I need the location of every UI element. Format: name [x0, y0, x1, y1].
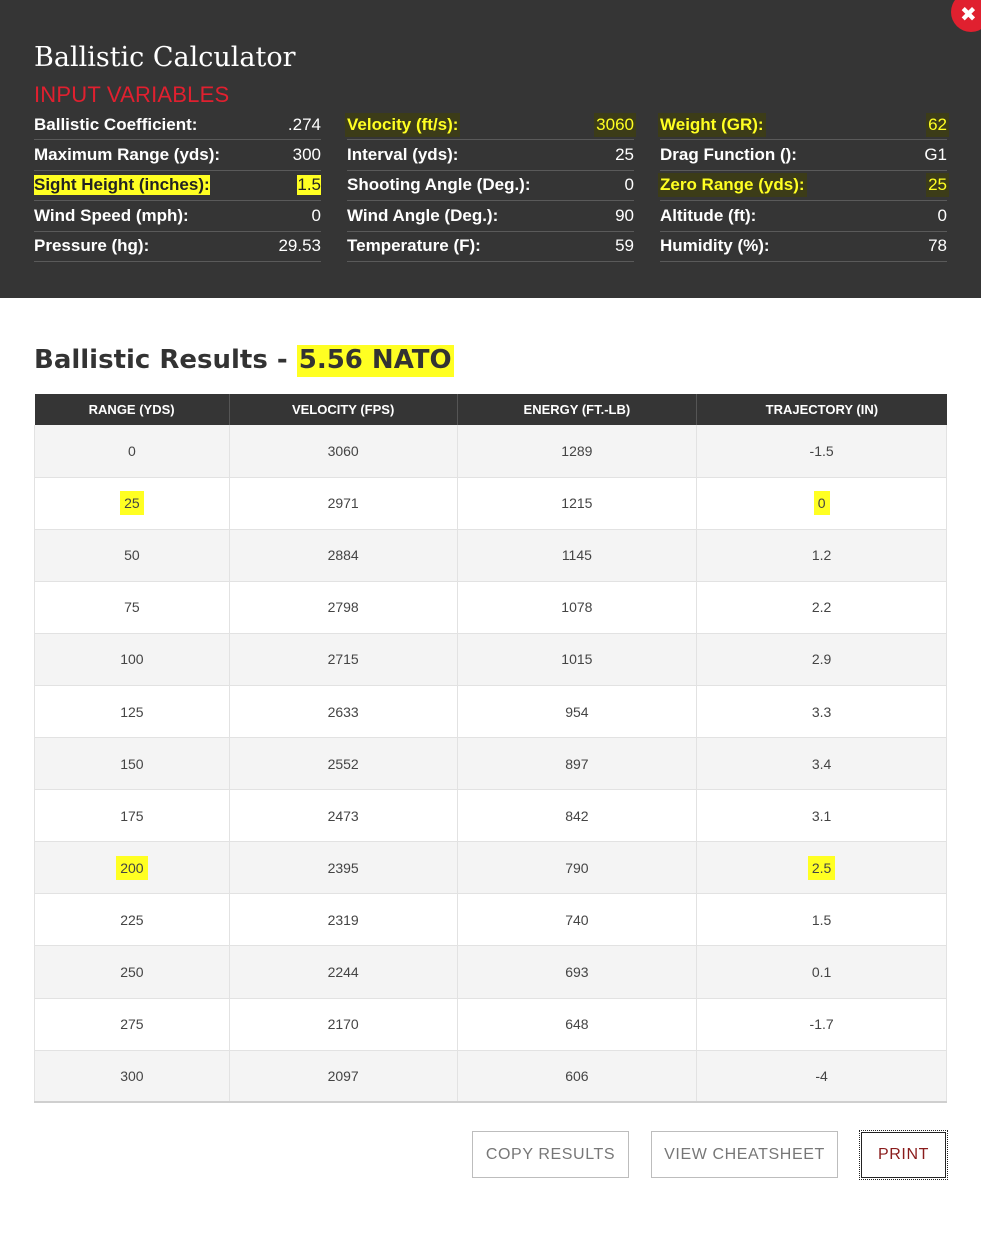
- table-cell: [457, 998, 697, 1050]
- cell-value: 2.5: [808, 856, 835, 880]
- input-row-drag-function: [660, 140, 947, 170]
- table-row: [35, 790, 947, 842]
- table-cell: [457, 633, 697, 685]
- table-row: [35, 894, 947, 946]
- results-caliber: 5.56 NATO: [298, 345, 452, 375]
- cell-value: 1.5: [811, 911, 832, 928]
- table-header-row: [35, 394, 947, 425]
- table-cell: [697, 842, 947, 894]
- table-cell: [35, 685, 230, 737]
- table-row: [35, 529, 947, 581]
- cell-value: 225: [120, 911, 144, 928]
- results-title: [34, 345, 454, 375]
- table-cell: [697, 477, 947, 529]
- print-button[interactable]: PRINT: [859, 1130, 948, 1180]
- table-cell: [35, 842, 230, 894]
- cell-value: 897: [565, 755, 589, 772]
- table-cell: [229, 425, 457, 477]
- input-label: Zero Range (yds):: [660, 175, 805, 195]
- input-panel: [0, 0, 981, 298]
- table-cell: [35, 998, 230, 1050]
- table-cell: [35, 894, 230, 946]
- cell-value: 790: [565, 859, 589, 876]
- input-column-2: [347, 110, 634, 262]
- table-cell: [697, 790, 947, 842]
- cell-value: 3.3: [811, 703, 832, 720]
- table-row: [35, 1050, 947, 1102]
- input-row-shooting-angle: [347, 171, 634, 201]
- input-value: G1: [924, 145, 947, 165]
- table-cell: [229, 998, 457, 1050]
- cell-value: 2798: [327, 599, 359, 616]
- input-row-wind-speed: [34, 201, 321, 231]
- results-table-body: [35, 425, 947, 1102]
- input-column-3: [660, 110, 947, 262]
- input-value: 300: [292, 145, 321, 165]
- copy-results-button[interactable]: COPY RESULTS: [472, 1131, 629, 1178]
- table-cell: [697, 529, 947, 581]
- table-cell: [229, 529, 457, 581]
- input-label: Wind Speed (mph):: [34, 205, 189, 225]
- table-row: [35, 425, 947, 477]
- cell-value: 606: [565, 1067, 589, 1084]
- cell-value: 100: [120, 651, 144, 668]
- input-row-wind-angle: [347, 201, 634, 231]
- cell-value: 2395: [327, 859, 359, 876]
- input-column-1: [34, 110, 321, 262]
- cell-value: 2244: [327, 963, 359, 980]
- input-label: Maximum Range (yds):: [34, 145, 221, 165]
- input-label: Sight Height (inches):: [34, 175, 210, 195]
- table-row: [35, 633, 947, 685]
- table-cell: [35, 581, 230, 633]
- table-cell: [35, 477, 230, 529]
- table-cell: [697, 685, 947, 737]
- cell-value: 1289: [561, 442, 593, 459]
- table-cell: [229, 1050, 457, 1102]
- cell-value: 2552: [327, 755, 359, 772]
- column-header-range: RANGE (YDS): [35, 394, 230, 425]
- cell-value: 50: [124, 547, 140, 564]
- cell-value: 0: [127, 442, 136, 459]
- table-cell: [697, 1050, 947, 1102]
- cell-value: 0: [814, 491, 830, 515]
- table-cell: [457, 425, 697, 477]
- cell-value: 1015: [561, 651, 593, 668]
- cell-value: 2473: [327, 807, 359, 824]
- table-cell: [229, 790, 457, 842]
- cell-value: 125: [120, 703, 144, 720]
- table-row: [35, 738, 947, 790]
- input-value: 0: [624, 175, 634, 195]
- table-cell: [35, 946, 230, 998]
- table-cell: [457, 1050, 697, 1102]
- table-cell: [457, 529, 697, 581]
- table-cell: [457, 581, 697, 633]
- table-cell: [697, 946, 947, 998]
- table-cell: [697, 998, 947, 1050]
- input-value: 3060: [596, 114, 634, 134]
- results-table: [34, 394, 947, 1103]
- input-value: 1.5: [297, 175, 321, 195]
- view-cheatsheet-button[interactable]: VIEW CHEATSHEET: [651, 1131, 838, 1178]
- table-cell: [697, 425, 947, 477]
- table-cell: [457, 685, 697, 737]
- input-variables-grid: [34, 110, 947, 262]
- table-row: [35, 946, 947, 998]
- cell-value: 842: [565, 807, 589, 824]
- input-row-altitude: [660, 201, 947, 231]
- table-cell: [229, 842, 457, 894]
- cell-value: 2097: [327, 1067, 359, 1084]
- input-row-zero-range: [660, 171, 947, 201]
- cell-value: 2884: [327, 547, 359, 564]
- table-cell: [35, 425, 230, 477]
- results-title-prefix: Ballistic Results -: [34, 345, 297, 375]
- cell-value: 3.4: [811, 755, 832, 772]
- input-label: Weight (GR):: [660, 114, 764, 134]
- cell-value: 2.2: [811, 599, 832, 616]
- table-row: [35, 685, 947, 737]
- cell-value: 300: [120, 1067, 144, 1084]
- input-label: Shooting Angle (Deg.):: [347, 175, 531, 195]
- input-value: 0: [937, 205, 947, 225]
- table-cell: [457, 790, 697, 842]
- table-cell: [229, 685, 457, 737]
- cell-value: 0.1: [811, 963, 832, 980]
- table-row: [35, 477, 947, 529]
- table-cell: [35, 1050, 230, 1102]
- cell-value: 693: [565, 963, 589, 980]
- table-cell: [457, 738, 697, 790]
- input-label: Humidity (%):: [660, 236, 770, 256]
- cell-value: 740: [565, 911, 589, 928]
- input-value: 62: [928, 114, 947, 134]
- cell-value: -1.5: [809, 442, 834, 459]
- table-cell: [229, 477, 457, 529]
- table-cell: [457, 894, 697, 946]
- input-label: Drag Function ():: [660, 145, 797, 165]
- table-cell: [697, 633, 947, 685]
- cell-value: 954: [565, 703, 589, 720]
- cell-value: 2.9: [811, 651, 832, 668]
- input-label: Interval (yds):: [347, 145, 459, 165]
- cell-value: 648: [565, 1016, 589, 1033]
- cell-value: 2633: [327, 703, 359, 720]
- table-cell: [229, 738, 457, 790]
- table-cell: [229, 581, 457, 633]
- cell-value: -1.7: [809, 1016, 834, 1033]
- input-value: .274: [287, 114, 321, 134]
- cell-value: 2170: [327, 1016, 359, 1033]
- input-label: Temperature (F):: [347, 236, 481, 256]
- table-cell: [229, 946, 457, 998]
- input-label: Velocity (ft/s):: [347, 114, 459, 134]
- table-cell: [35, 529, 230, 581]
- input-row-temperature: [347, 232, 634, 262]
- input-label: Altitude (ft):: [660, 205, 757, 225]
- input-value: 59: [615, 236, 634, 256]
- table-row: [35, 998, 947, 1050]
- input-value: 90: [615, 205, 634, 225]
- input-value: 0: [311, 205, 321, 225]
- table-cell: [697, 894, 947, 946]
- cell-value: 2319: [327, 911, 359, 928]
- input-row-velocity: [347, 110, 634, 140]
- input-row-interval: [347, 140, 634, 170]
- cell-value: 3060: [327, 442, 359, 459]
- table-cell: [457, 842, 697, 894]
- cell-value: 1145: [561, 547, 592, 564]
- cell-value: 2715: [327, 651, 359, 668]
- page-title: Ballistic Calculator: [34, 42, 296, 73]
- cell-value: 75: [124, 599, 140, 616]
- cell-value: -4: [815, 1067, 828, 1084]
- table-cell: [457, 477, 697, 529]
- close-icon[interactable]: ✖: [951, 0, 981, 32]
- input-row-weight: [660, 110, 947, 140]
- table-cell: [35, 633, 230, 685]
- input-row-ballistic-coefficient: [34, 110, 321, 140]
- cell-value: 200: [116, 856, 147, 880]
- input-value: 25: [615, 145, 634, 165]
- table-cell: [697, 738, 947, 790]
- table-row: [35, 581, 947, 633]
- cell-value: 25: [120, 491, 144, 515]
- input-row-maximum-range: [34, 140, 321, 170]
- input-value: 78: [928, 236, 947, 256]
- cell-value: 1215: [561, 495, 593, 512]
- table-cell: [229, 633, 457, 685]
- table-cell: [35, 790, 230, 842]
- column-header-trajectory: TRAJECTORY (IN): [697, 394, 947, 425]
- table-cell: [457, 946, 697, 998]
- input-value: 25: [928, 175, 947, 195]
- cell-value: 150: [120, 755, 144, 772]
- table-row: [35, 842, 947, 894]
- cell-value: 175: [120, 807, 144, 824]
- input-value: 29.53: [278, 236, 321, 256]
- cell-value: 275: [120, 1016, 144, 1033]
- cell-value: 1.2: [811, 547, 832, 564]
- table-cell: [697, 581, 947, 633]
- column-header-energy: ENERGY (FT.-LB): [457, 394, 697, 425]
- input-label: Pressure (hg):: [34, 236, 150, 256]
- cell-value: 250: [120, 963, 144, 980]
- cell-value: 1078: [561, 599, 593, 616]
- input-label: Wind Angle (Deg.):: [347, 205, 499, 225]
- cell-value: 2971: [327, 495, 359, 512]
- input-row-humidity: [660, 232, 947, 262]
- table-cell: [35, 738, 230, 790]
- input-row-sight-height: [34, 171, 321, 201]
- cell-value: 3.1: [811, 807, 832, 824]
- input-label: Ballistic Coefficient:: [34, 114, 198, 134]
- column-header-velocity: VELOCITY (FPS): [229, 394, 457, 425]
- input-row-pressure: [34, 232, 321, 262]
- table-cell: [229, 894, 457, 946]
- input-variables-heading: INPUT VARIABLES: [34, 82, 230, 107]
